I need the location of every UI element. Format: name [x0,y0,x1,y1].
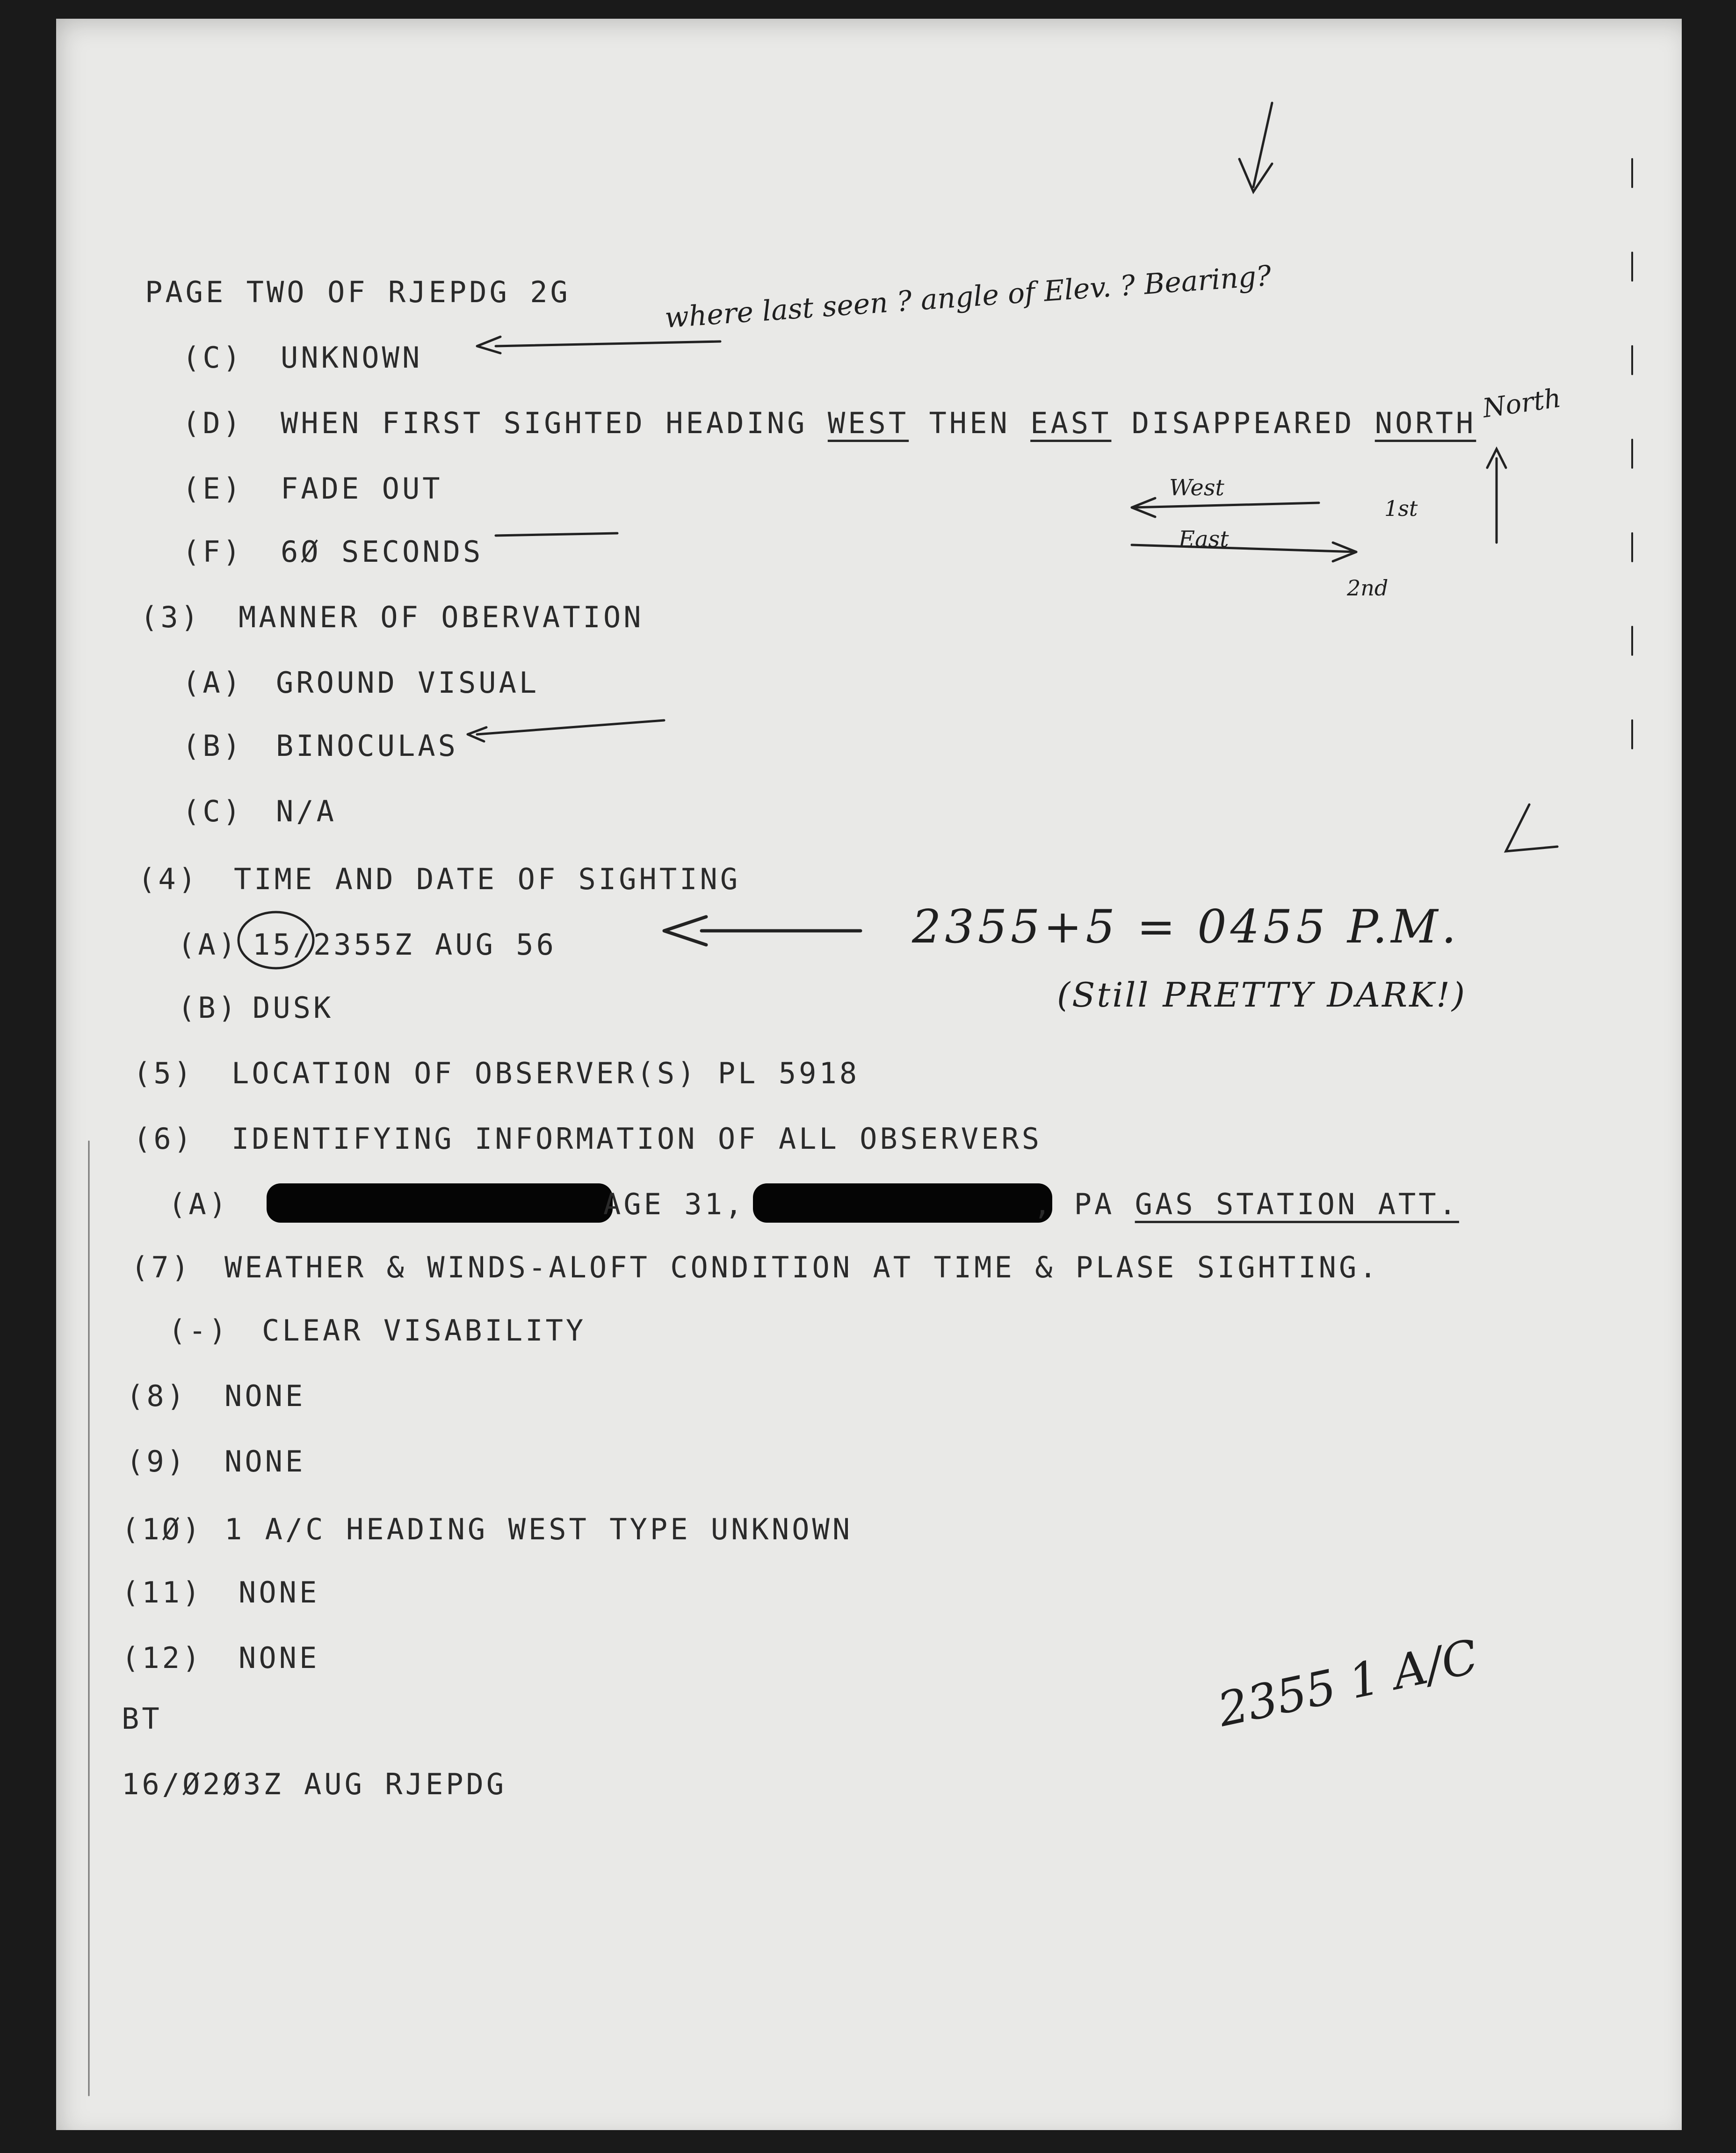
item-4a-label: (A) [178,928,239,962]
section-4-text: TIME AND DATE OF SIGHTING [234,862,741,896]
east-arrow-icon [1132,545,1356,552]
item-e-text: FADE OUT [281,471,443,506]
down-arrow-icon [1253,103,1272,187]
west-arrow-icon [1132,503,1319,507]
section-7-label: (7) [131,1250,192,1284]
section-5-label: (5) [133,1056,194,1090]
item-d-label: (D) [182,406,243,440]
item-e-label: (E) [182,471,243,506]
item-3a-label: (A) [182,666,243,700]
section-6-text: IDENTIFYING INFORMATION OF ALL OBSERVERS [231,1122,1042,1156]
handwritten-second: 2nd [1347,575,1389,601]
section-11-text: NONE [239,1575,320,1609]
scan-edge-right [1682,19,1693,2142]
section-10-text: 1 A/C HEADING WEST TYPE UNKNOWN [224,1512,853,1546]
circle-mark-icon [239,912,313,968]
section-12-text: NONE [239,1641,320,1675]
item-d-east: EAST [1030,406,1112,440]
page-header: PAGE TWO OF RJEPDG 2G [145,275,571,309]
handwritten-west: West [1169,475,1224,501]
handwritten-dark-note: (Still PRETTY DARK!) [1057,975,1467,1015]
handwritten-ac-note: 2355 1 A/C [1213,1629,1483,1738]
handwritten-first: 1st [1384,496,1418,521]
section-4-label: (4) [138,862,199,896]
item-d-then: THEN [909,406,1031,440]
break-marker: BT [122,1702,162,1736]
handwritten-top-note: where last seen ? angle of Elev. ? Bearing? [664,259,1273,335]
section-6-label: (6) [133,1122,194,1156]
item-3c-label: (C) [182,794,243,828]
section-8-label: (8) [126,1379,187,1413]
item-3a-text: GROUND VISUAL [276,666,540,700]
handwritten-time-calc: 2355+5 = 0455 P.M. [912,900,1460,954]
item-3b-label: (B) [182,729,243,763]
pen-marks [56,19,1693,2142]
section-9-text: NONE [224,1444,306,1479]
item-f-text: 6Ø SECONDS [281,535,484,569]
section-10-label: (1Ø) [122,1512,203,1546]
item-f-label: (F) [182,535,243,569]
item-3c-text: N/A [276,794,337,828]
message-footer: 16/Ø2Ø3Z AUG RJEPDG [122,1767,507,1801]
section-9-label: (9) [126,1444,187,1479]
item-6a-job: GAS STATION ATT. [1135,1187,1459,1221]
section-5-text: LOCATION OF OBSERVER(S) PL 5918 [231,1056,860,1090]
item-7-dash-text: CLEAR VISABILITY [262,1313,586,1348]
item-4b-label: (B) [178,991,239,1025]
teletype-document [56,19,1693,2142]
item-d-text-a: WHEN FIRST SIGHTED HEADING [281,406,828,440]
item-c-label: (C) [182,341,243,375]
section-11-label: (11) [122,1575,203,1609]
item-4a-text: 15/2355Z AUG 56 [253,928,557,962]
item-d-disappeared: DISAPPEARED [1111,406,1375,440]
section-7-text: WEATHER & WINDS-ALOFT CONDITION AT TIME & PLASE SIGHTING. [224,1250,1380,1284]
section-8-text: NONE [224,1379,306,1413]
item-d-north: NORTH [1374,406,1476,440]
item-c-text: UNKNOWN [281,341,423,375]
section-3-text: MANNER OF OBERVATION [239,600,644,634]
section-3-label: (3) [140,600,201,634]
section-12-label: (12) [122,1641,203,1675]
document-page [56,19,1693,2142]
item-6a-label: (A) [168,1187,229,1221]
item-7-dash-label: (-) [168,1313,229,1348]
item-4b-text: DUSK [253,991,334,1025]
item-3b-text: BINOCULAS [276,729,458,763]
item-6a-rest-text: , PA [1034,1187,1135,1221]
item-d-west: WEST [827,406,909,440]
item-6a-age: AGE 31, [603,1187,745,1221]
handwritten-east: East [1179,526,1229,552]
handwritten-north: North [1481,383,1563,424]
scan-edge-bottom [56,2130,1693,2142]
